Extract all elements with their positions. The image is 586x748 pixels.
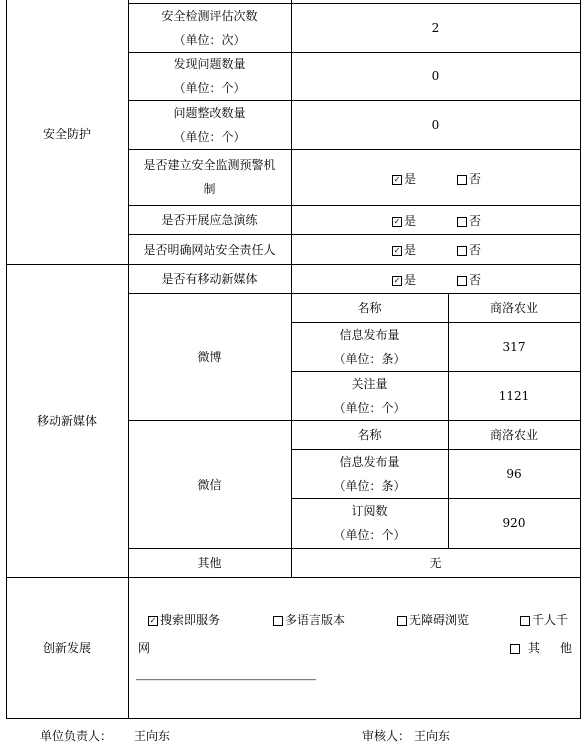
- reviewer-label: 审核人：: [362, 729, 411, 743]
- wechat-name-value: 商洛农业: [489, 428, 538, 442]
- eval-count-value: 2: [431, 20, 440, 35]
- checkbox-unchecked-icon[interactable]: [273, 616, 283, 626]
- option-accessibility[interactable]: 无障碍浏览: [397, 611, 469, 628]
- issues-found-label: 发现问题数量 （单位：个）: [173, 57, 246, 95]
- security-section-label: 安全防护: [42, 127, 91, 141]
- monitor-label: 是否建立安全监测预警机 制: [143, 158, 276, 196]
- other-value: 无: [429, 556, 442, 570]
- weibo-name-header: 名称: [357, 301, 382, 315]
- wechat-posts-value: 96: [506, 466, 522, 481]
- checkbox-unchecked-icon[interactable]: [457, 217, 467, 227]
- checkbox-checked-icon[interactable]: ✓: [393, 174, 401, 184]
- reviewer-name: 王向东: [414, 729, 451, 743]
- eval-count-label: 安全检测评估次数 （单位：次）: [161, 8, 258, 47]
- drill-yes-option[interactable]: ✓ 是: [393, 214, 417, 228]
- wechat-subscribers-value: 920: [502, 516, 526, 530]
- issues-found-value: 0: [431, 69, 440, 83]
- option-personalized-wrap: 网: [138, 641, 151, 655]
- checkbox-unchecked-icon[interactable]: [397, 616, 407, 626]
- wechat-posts-label: 信息发布量 （单位：条）: [333, 454, 406, 493]
- has-mobile-label: 是否有移动新媒体: [161, 272, 258, 286]
- responsible-label: 是否明确网站安全责任人: [143, 242, 276, 257]
- option-multilingual[interactable]: 多语言版本: [273, 611, 345, 628]
- option-other[interactable]: 其 他: [510, 639, 576, 656]
- checkbox-unchecked-icon[interactable]: [520, 616, 530, 626]
- checkbox-checked-icon[interactable]: ✓: [149, 615, 157, 625]
- option-personalized[interactable]: 千人千: [520, 611, 568, 628]
- weibo-followers-value: 1121: [498, 388, 530, 403]
- weibo-name-value: 商洛农业: [489, 301, 538, 315]
- checkbox-checked-icon[interactable]: ✓: [393, 245, 401, 255]
- checkbox-unchecked-icon[interactable]: [510, 644, 520, 654]
- unit-head-label: 单位负责人：: [40, 729, 113, 743]
- drill-label: 是否开展应急演练: [161, 213, 258, 227]
- checkbox-unchecked-icon[interactable]: [457, 175, 467, 185]
- issues-fixed-label: 问题整改数量 （单位：个）: [173, 105, 246, 144]
- weibo-followers-label: 关注量 （单位：个）: [333, 376, 406, 415]
- wechat-label: 微信: [197, 477, 222, 492]
- monitor-no-option[interactable]: 否: [457, 170, 481, 187]
- wechat-subscribers-label: 订阅数 （单位：个）: [333, 504, 406, 542]
- weibo-posts-value: 317: [502, 339, 526, 354]
- responsible-yes-option[interactable]: ✓ 是: [393, 243, 417, 257]
- weibo-posts-label: 信息发布量 （单位：条）: [333, 327, 406, 366]
- unit-head-name: 王向东: [134, 729, 171, 743]
- other-text-underline[interactable]: ________________________________________: [136, 671, 316, 681]
- other-label: 其他: [197, 556, 222, 570]
- wechat-name-header: 名称: [357, 428, 382, 442]
- responsible-no-option[interactable]: 否: [457, 241, 481, 258]
- innovation-section-label: 创新发展: [42, 641, 91, 655]
- drill-no-option[interactable]: 否: [457, 212, 481, 229]
- checkbox-checked-icon[interactable]: ✓: [393, 216, 401, 226]
- checkbox-unchecked-icon[interactable]: [457, 276, 467, 286]
- checkbox-unchecked-icon[interactable]: [457, 246, 467, 256]
- monitor-yes-option[interactable]: ✓ 是: [393, 172, 417, 186]
- weibo-label: 微博: [197, 350, 222, 364]
- mobile-section-label: 移动新媒体: [36, 414, 97, 428]
- has-mobile-no-option[interactable]: 否: [457, 271, 481, 288]
- option-search-service[interactable]: ✓ 搜索即服务: [149, 613, 221, 627]
- checkbox-checked-icon[interactable]: ✓: [393, 275, 401, 285]
- issues-fixed-value: 0: [431, 117, 440, 132]
- has-mobile-yes-option[interactable]: ✓ 是: [393, 273, 417, 287]
